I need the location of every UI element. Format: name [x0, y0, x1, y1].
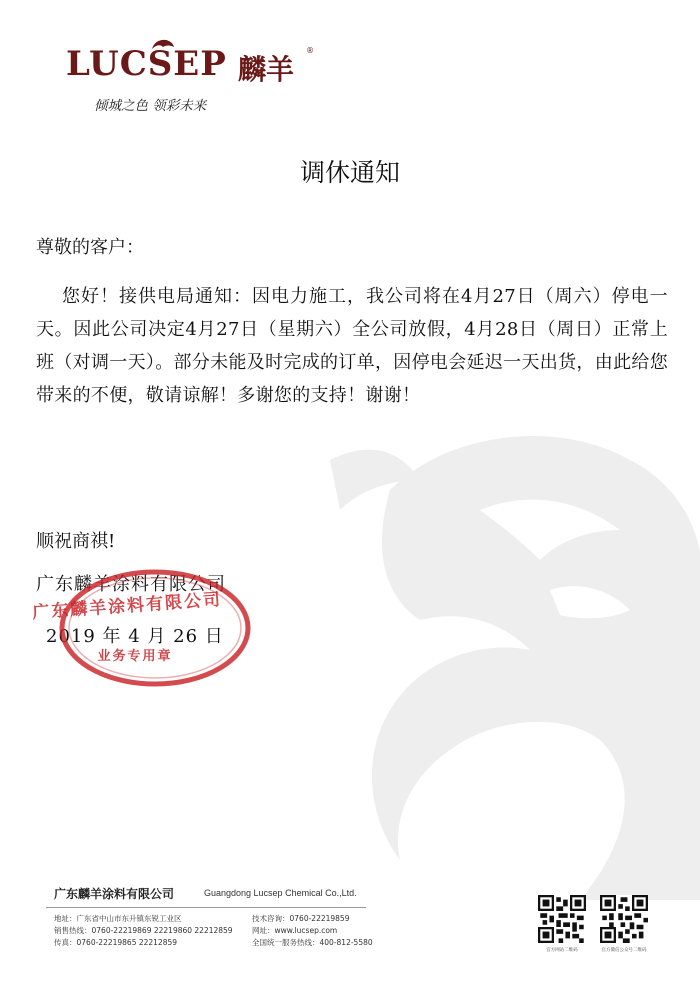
registered-mark: ®	[306, 46, 314, 55]
footer-sales-phone: 销售热线：0760-22219869 22219860 22212859	[54, 926, 233, 935]
footer-tech-consult: 技术咨询：0760-22219859	[252, 914, 350, 923]
notice-title: 调休通知	[299, 158, 400, 187]
footer-fax: 传真：0760-22219865 22212859	[54, 938, 178, 947]
footer-address: 地址：广东省中山市东升镇东锐工业区	[54, 914, 182, 923]
footer-website: 网址：www.lucsep.com	[252, 926, 338, 935]
signature-company: 广东麟羊涂料有限公司	[36, 574, 226, 595]
footer-service-hotline: 全国统一服务热线：400-812-5580	[252, 938, 373, 947]
signature-date: 2019 年 4 月 26 日	[46, 626, 224, 647]
footer-divider	[46, 907, 366, 908]
seal-inner-text: 业务专用章	[97, 649, 173, 664]
footer-contact-left	[54, 913, 233, 949]
seal-outer-text: 广东麟羊涂料有限公司	[31, 589, 223, 624]
notice-body: 您好！接供电局通知：因电力施工，我公司将在4月27日（周六）停电一天。因此公司决定4月27日（星期六）全公司放假，4月28日（周日）正常上班（对调一天）。部分未能及时完成的订单，因停电会延迟一天出货，由此给您带来的不便，敬请谅解！多谢您的支持！谢谢！	[36, 286, 668, 406]
wechat-qr-code-icon	[600, 895, 648, 943]
greeting: 尊敬的客户：	[36, 237, 144, 258]
logo-chinese-name: 麟羊	[238, 53, 295, 86]
company-seal-icon	[55, 565, 255, 690]
footer-company-en: Guangdong Lucsep Chemical Co.,Ltd.	[204, 888, 357, 898]
closing-salutation: 顺祝商祺!	[36, 531, 116, 552]
logo-wordmark: LUCSEP	[66, 44, 227, 84]
website-qr-caption: 官方网站二维码	[546, 948, 578, 953]
footer-company-cn: 广东麟羊涂料有限公司	[54, 887, 175, 901]
logo-slogan: 倾城之色 领彩未来	[94, 98, 207, 114]
company-logo	[66, 36, 326, 122]
website-qr-code-icon	[538, 895, 586, 943]
footer-contact-right	[252, 913, 373, 949]
wechat-qr-caption: 官方微信公众号二维码	[601, 948, 647, 953]
dragon-watermark-icon	[330, 420, 700, 900]
